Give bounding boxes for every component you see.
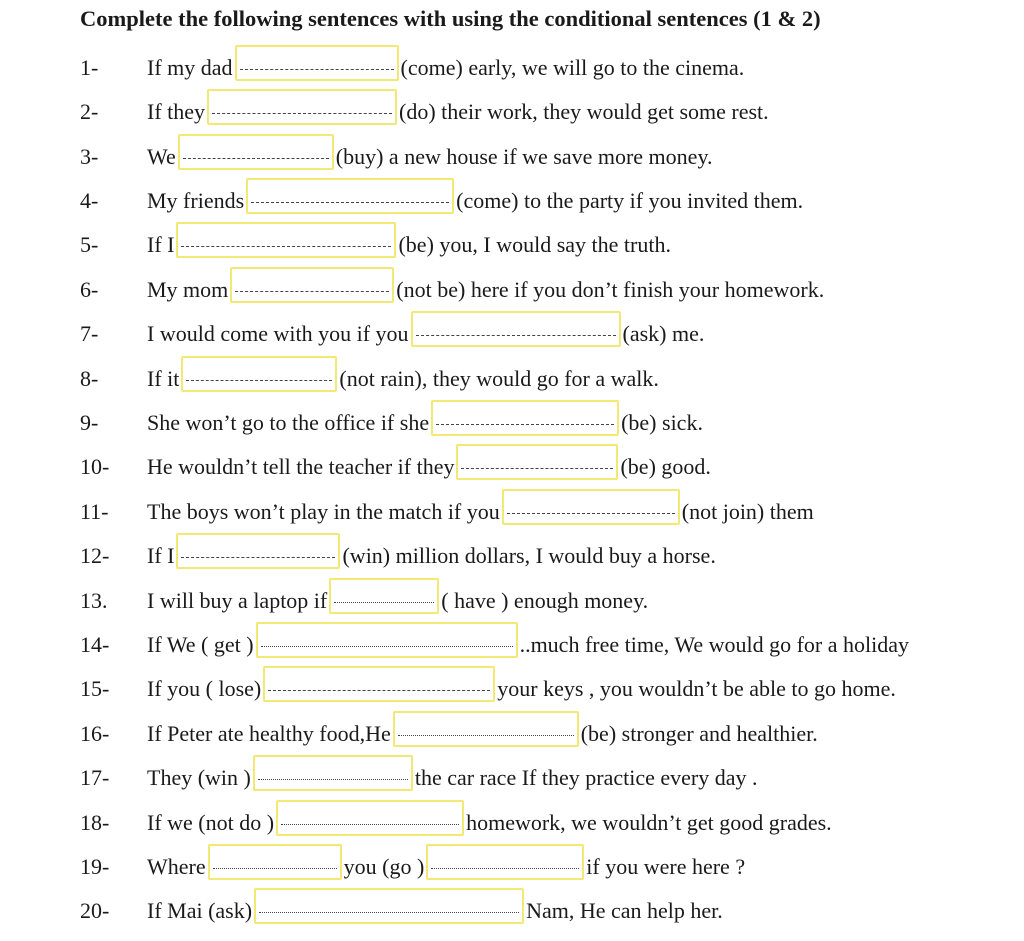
answer-blank-field[interactable] [207,89,397,125]
sentence-row [0,711,1024,755]
answer-blank-field[interactable] [502,489,680,525]
sentence-number: 12- [80,543,110,568]
sentence-segment: If I [147,543,175,568]
sentence-text [147,366,659,392]
sentence-segment: (be) you, I would say the truth. [398,232,671,257]
sentence-segment: We [147,144,176,169]
sentence-row [0,134,1024,178]
sentence-text [147,810,832,836]
sentence-segment: (do) their work, they would get some rest. [399,99,769,124]
sentence-segment: If you ( lose) [147,676,262,701]
sentence-text [147,99,769,125]
sentence-text [147,588,648,614]
answer-blank-field[interactable] [235,45,399,81]
sentence-segment: (be) sick. [621,410,703,435]
sentence-row [0,533,1024,577]
sentence-number: 15- [80,676,110,701]
sentence-segment: If they [147,99,206,124]
sentence-segment: (come) early, we will go to the cinema. [400,55,745,80]
sentence-segment: (be) good. [620,454,711,479]
answer-blank-field[interactable] [181,356,337,392]
answer-blank-field[interactable] [456,444,618,480]
sentence-text [147,898,723,924]
sentence-row [0,888,1024,932]
sentence-segment: (ask) me. [622,321,705,346]
sentence-segment: They (win ) [147,765,251,790]
sentence-segment: Nam, He can help her. [526,898,723,923]
sentence-number: 6- [80,277,99,302]
sentence-text [147,188,803,214]
sentence-row [0,311,1024,355]
answer-blank-field[interactable] [276,800,464,836]
sentence-segment: ( have ) enough money. [441,588,649,613]
sentence-text [147,55,744,81]
sentence-segment: (win) million dollars, I would buy a horse. [342,543,716,568]
sentence-row [0,444,1024,488]
sentence-segment: (buy) a new house if we save more money. [335,144,713,169]
answer-blank-field[interactable] [253,755,413,791]
sentence-text [147,676,896,702]
sentence-row [0,45,1024,89]
sentence-segment: (not join) them [681,499,814,524]
sentence-number: 19- [80,854,110,879]
sentence-text [147,632,909,658]
sentence-segment: He wouldn’t tell the teacher if they [147,454,455,479]
sentence-row [0,489,1024,533]
sentence-number: 4- [80,188,99,213]
sentence-segment: If we (not do ) [147,810,275,835]
sentence-segment: Where [147,854,206,879]
sentence-number: 2- [80,99,99,124]
sentence-row [0,400,1024,444]
sentence-number: 7- [80,321,99,346]
sentence-segment: The boys won’t play in the match if you [147,499,500,524]
answer-blank-field[interactable] [246,178,454,214]
answer-blank-field[interactable] [329,578,439,614]
sentence-segment: (not be) here if you don’t finish your homework. [396,277,825,302]
answer-blank-field[interactable] [230,267,394,303]
sentence-number: 18- [80,810,110,835]
answer-blank-field[interactable] [393,711,579,747]
answer-blank-field[interactable] [263,666,495,702]
sentence-number: 5- [80,232,99,257]
sentence-segment: I will buy a laptop if [147,588,328,613]
sentence-segment: If Mai (ask) [147,898,253,923]
sentence-number: 17- [80,765,110,790]
sentence-number: 16- [80,721,110,746]
sentence-row [0,844,1024,888]
sentence-number: 3- [80,144,99,169]
sentence-row [0,755,1024,799]
answer-blank-field[interactable] [256,622,518,658]
sentence-text [147,321,704,347]
sentence-text [147,144,713,170]
sentence-text [147,543,716,569]
sentence-segment: (come) to the party if you invited them. [456,188,804,213]
sentence-segment: the car race If they practice every day . [414,765,758,790]
sentence-number: 14- [80,632,110,657]
sentence-segment: I would come with you if you [147,321,409,346]
sentence-segment: If Peter ate healthy food,He [147,721,391,746]
sentence-segment: your keys , you wouldn’t be able to go home. [497,676,896,701]
sentence-segment: If I [147,232,175,257]
sentence-row [0,178,1024,222]
sentence-row [0,267,1024,311]
answer-blank-field[interactable] [426,844,584,880]
answer-blank-field[interactable] [176,222,396,258]
sentence-row [0,578,1024,622]
answer-blank-field[interactable] [178,134,334,170]
sentence-number: 13. [80,588,108,613]
worksheet-title: Complete the following sentences with using the conditional sentences (1 & 2) [80,6,821,31]
sentence-segment: My friends [147,188,245,213]
sentence-number: 11- [80,499,109,524]
sentence-segment: (not rain), they would go for a walk. [339,366,659,391]
sentence-segment: If We ( get ) [147,632,254,657]
sentence-number: 1- [80,55,99,80]
sentence-text [147,277,824,303]
sentence-segment: She won’t go to the office if she [147,410,430,435]
sentence-row [0,800,1024,844]
sentence-segment: (be) stronger and healthier. [580,721,818,746]
sentence-segment: My mom [147,277,229,302]
answer-blank-field[interactable] [176,533,340,569]
sentence-text [147,410,703,436]
sentence-number: 9- [80,410,99,435]
answer-blank-field[interactable] [208,844,342,880]
sentence-row [0,622,1024,666]
answer-blank-field[interactable] [431,400,619,436]
sentence-segment: if you were here ? [586,854,746,879]
sentence-segment: If my dad [147,55,233,80]
sentence-segment: homework, we wouldn’t get good grades. [466,810,832,835]
sentence-row [0,666,1024,710]
sentence-row [0,222,1024,266]
sentence-row [0,356,1024,400]
sentence-segment: you (go ) [343,854,425,879]
sentence-text [147,765,757,791]
sentence-text [147,499,814,525]
sentence-text [147,454,711,480]
sentence-segment: If it [147,366,180,391]
sentence-segment: ..much free time, We would go for a holiday [519,632,909,657]
answer-blank-field[interactable] [254,888,524,924]
sentence-text [147,232,671,258]
sentence-number: 20- [80,898,110,923]
sentence-number: 10- [80,454,110,479]
sentence-row [0,89,1024,133]
answer-blank-field[interactable] [411,311,621,347]
sentence-number: 8- [80,366,99,391]
sentence-text [147,721,818,747]
sentence-text [147,854,745,880]
